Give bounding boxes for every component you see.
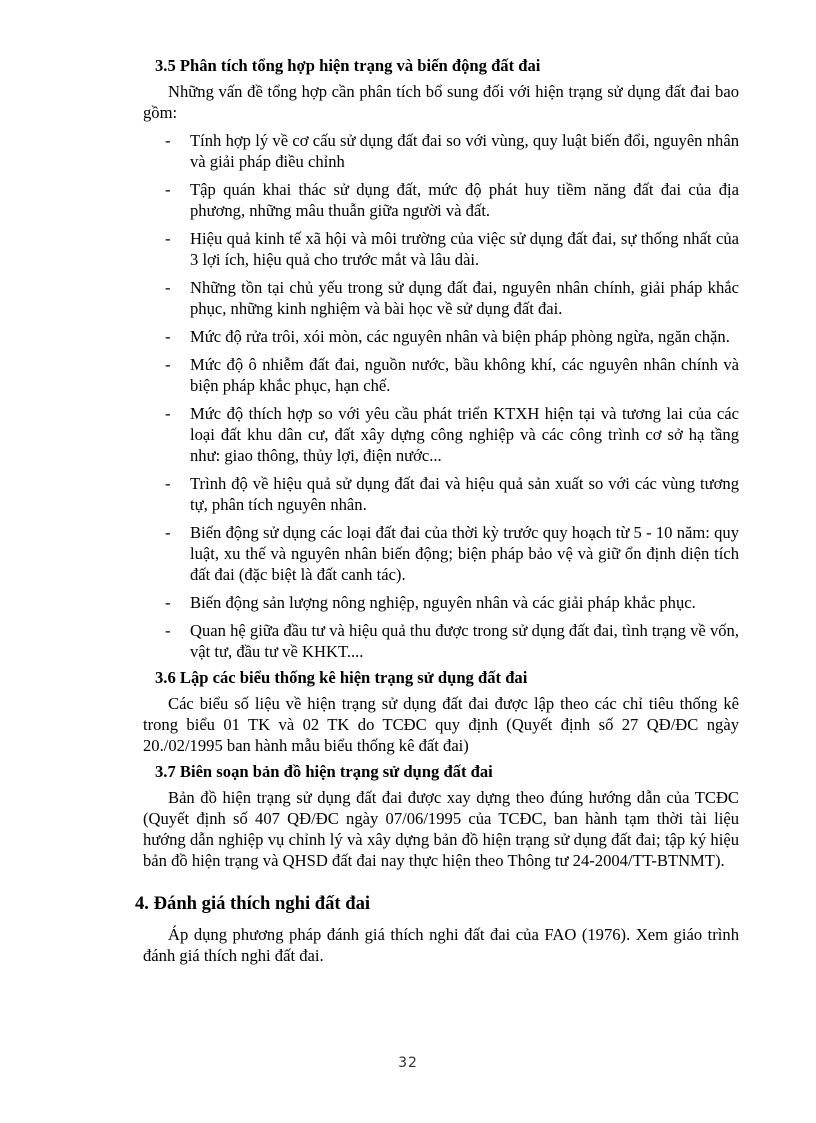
list-item: - Biến động sản lượng nông nghiệp, nguyên nhân và các giải pháp khắc phục. — [143, 592, 739, 613]
section-3-5-list — [143, 130, 739, 662]
section-3-6-heading: 3.6 Lập các biểu thống kê hiện trạng sử dụng đất đai — [155, 668, 528, 687]
list-item: - Trình độ về hiệu quả sử dụng đất đai và hiệu quả sản xuất so với các vùng tương tự, phân tích nguyên nhân. — [143, 473, 739, 515]
section-4-body: Áp dụng phương pháp đánh giá thích nghi đất đai của FAO (1976). Xem giáo trình đánh giá thích nghi đất đai. — [143, 925, 739, 965]
section-3-5-heading: 3.5 Phân tích tổng hợp hiện trạng và biến động đất đai — [155, 56, 541, 75]
list-item: - Tập quán khai thác sử dụng đất, mức độ phát huy tiềm năng đất đai của địa phương, những mâu thuẫn giữa người và đất. — [143, 179, 739, 221]
list-item: - Biến động sử dụng các loại đất đai của thời kỳ trước quy hoạch từ 5 - 10 năm: quy luật, xu thế và nguyên nhân biến động; biện pháp bảo vệ và giữ ổn định diện tích đất đai (đặc biệt là đất canh tác). — [143, 522, 739, 585]
section-3-7-heading: 3.7 Biên soạn bản đồ hiện trạng sử dụng đất đai — [155, 762, 493, 781]
list-item: - Quan hệ giữa đầu tư và hiệu quả thu được trong sử dụng đất đai, tình trạng về vốn, vật tư, đầu tư về KHKT.... — [143, 620, 739, 662]
section-3-7-body: Bản đồ hiện trạng sử dụng đất đai được xay dựng theo đúng hướng dẫn của TCĐC (Quyết định số 407 QĐ/ĐC ngày 07/06/1995 của TCĐC, ban hành tạm thời tài liệu hướng dẫn nghiệp vụ chỉnh lý và xây dựng bản đồ hiện trạng sử dụng đất đai; tập ký hiệu bản đồ hiện trạng và QHSD đất đai nay thực hiện theo Thông tư 24-2004/TT-BTNMT). — [143, 788, 739, 870]
section-3-6-body: Các biểu số liệu về hiện trạng sử dụng đất đai được lập theo các chỉ tiêu thống kê trong biểu 01 TK và 02 TK do TCĐC quy định (Quyết định số 27 QĐ/ĐC ngày 20./02/1995 ban hành mẫu biểu thống kê đất đai) — [143, 694, 739, 755]
list-item: - Tính hợp lý về cơ cấu sử dụng đất đai so với vùng, quy luật biến đổi, nguyên nhân và giải pháp điều chỉnh — [143, 130, 739, 172]
list-item: - Mức độ rửa trôi, xói mòn, các nguyên nhân và biện pháp phòng ngừa, ngăn chặn. — [143, 326, 739, 347]
list-item: - Mức độ thích hợp so với yêu cầu phát triển KTXH hiện tại và tương lai của các loại đất khu dân cư, đất xây dựng công nghiệp và các công trình cơ sở hạ tầng như: giao thông, thủy lợi, điện nước... — [143, 403, 739, 466]
section-3-5-intro: Những vấn đề tổng hợp cần phân tích bổ sung đối với hiện trạng sử dụng đất đai bao gồm: — [143, 82, 739, 122]
list-item: - Những tồn tại chủ yếu trong sử dụng đất đai, nguyên nhân chính, giải pháp khắc phục, những kinh nghiệm và bài học về sử dụng đất đai. — [143, 277, 739, 319]
list-item: - Hiệu quả kinh tế xã hội và môi trường của việc sử dụng đất đai, sự thống nhất của 3 lợi ích, hiệu quả cho trước mắt và lâu dài. — [143, 228, 739, 270]
page-number: 32 — [398, 1055, 418, 1071]
list-item: - Mức độ ô nhiễm đất đai, nguồn nước, bầu không khí, các nguyên nhân chính và biện pháp khắc phục, hạn chế. — [143, 354, 739, 396]
page-content — [135, 55, 739, 968]
section-4-heading: 4. Đánh giá thích nghi đất đai — [135, 893, 371, 914]
